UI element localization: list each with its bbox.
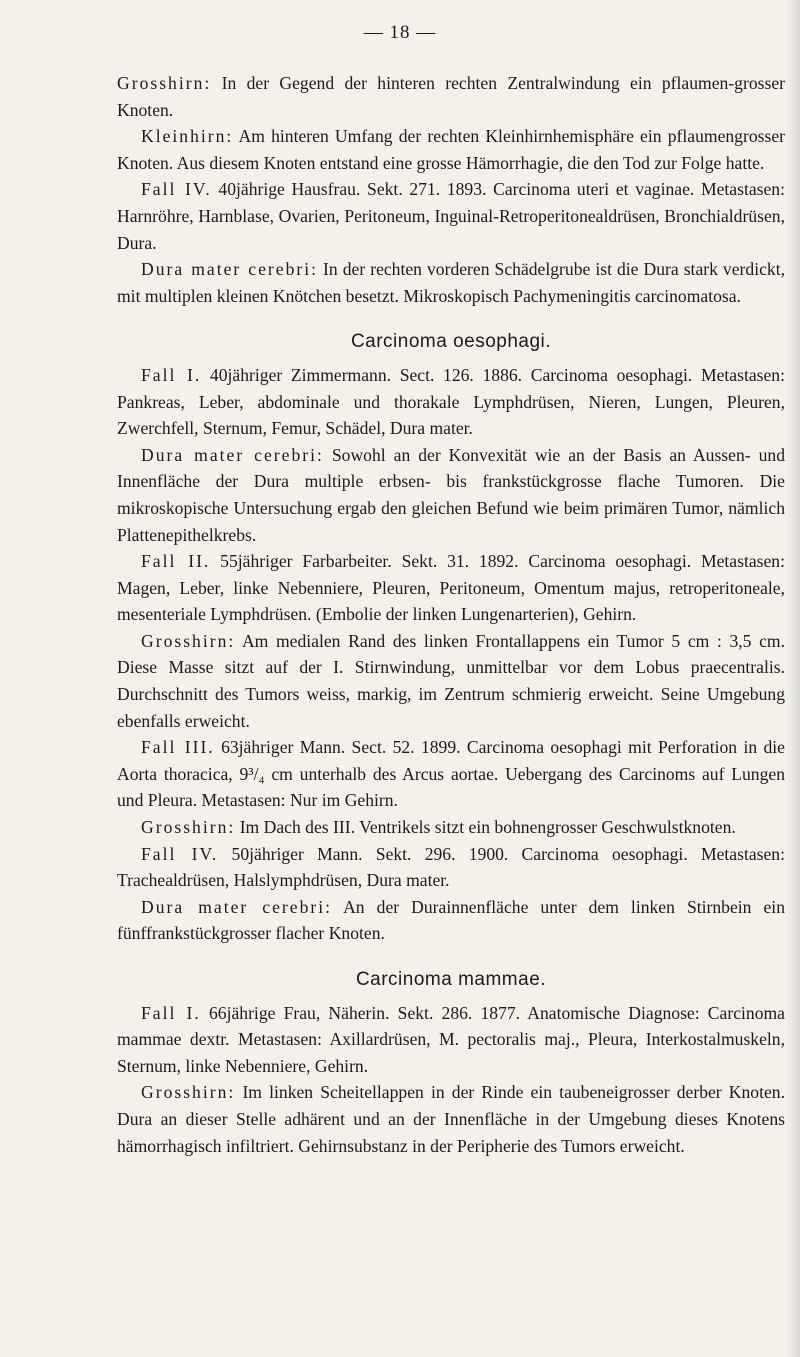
paragraph xyxy=(117,894,785,947)
paragraph-lead: Fall III. xyxy=(141,737,215,758)
paragraph-text: Am hinteren Umfang der rechten Kleinhirnhemisphäre ein pflaumengrosser Knoten. Aus diesem Knoten entstand eine grosse Hämorrhagie, die den Tod zur Folge hatte. xyxy=(117,126,785,173)
paragraph-text: Am medialen Rand des linken Frontallappens ein Tumor 5 cm : 3,5 cm. Diese Masse sitzt auf der I. Stirnwindung, unmittelbar vor dem Lobus praecentralis. Durchschnitt des Tumors weiss, markig, im Zentrum schmierig erweicht. Seine Umgebung ebenfalls erweicht. xyxy=(117,630,785,731)
paragraph xyxy=(117,628,785,734)
paragraph xyxy=(117,256,785,309)
page-number: — 18 — xyxy=(363,22,437,43)
paragraph xyxy=(117,1079,785,1159)
paragraph-text: In der Gegend der hinteren rechten Zentralwindung ein pflaumen-grosser Knoten. xyxy=(117,73,785,120)
section-heading: Carcinoma oesophagi. xyxy=(350,331,552,353)
paragraph-text: An der Durainnenfläche unter dem linken Stirnbein ein fünffrankstückgrosser flacher Knoten. xyxy=(117,896,785,944)
paragraph-text: 40jähriger Zimmermann. Sect. 126. 1886. Carcinoma oesophagi. Metastasen: Pankreas, Leber, abdominale und thorakale Lymphdrüsen, Nieren, Lungen, Pleuren, Zwerchfell, Sternum, Femur, Schädel, Dura mater. xyxy=(117,364,785,439)
paragraph xyxy=(117,442,785,548)
paragraph xyxy=(117,814,785,841)
paragraph-lead: Dura mater cerebri: xyxy=(141,896,333,917)
paragraph-text: 40jährige Hausfrau. Sekt. 271. 1893. Carcinoma uteri et vaginae. Metastasen: Harnröhre, Harnblase, Ovarien, Peritoneum, Inguinal-Retroperitonealdrüsen, Bronchialdrüsen, Dura. xyxy=(117,179,785,253)
paragraph-lead: Fall I. xyxy=(141,1002,201,1023)
paragraph-lead: Dura mater cerebri: xyxy=(141,444,324,465)
paragraph xyxy=(117,70,785,123)
paragraph xyxy=(117,734,785,814)
paragraph-lead: Fall II. xyxy=(141,551,211,572)
page-edge-shadow xyxy=(786,0,800,1357)
section-heading: Carcinoma mammae. xyxy=(355,969,547,990)
paragraph-text: Sowohl an der Konvexität wie an der Basis an Aussen- und Innenfläche der Dura multiple erbsen- bis frankstückgrosse flache Tumoren. Die mikroskopische Untersuchung ergab den gleichen Befund wie beim primären Tumor, nämlich Plattenepithelkrebs. xyxy=(117,444,785,545)
paragraph-lead: Fall IV. xyxy=(141,843,219,864)
paragraph xyxy=(117,123,785,176)
paragraph-text: Im linken Scheitellappen in der Rinde ein taubeneigrosser derber Knoten. Dura an dieser Stelle adhärent und an der Innenfläche in der Umgebung dieses Knotens hämorrhagisch infiltriert. Gehirnsubstanz in der Peripherie des Tumors erweicht. xyxy=(117,1082,785,1156)
paragraph xyxy=(117,176,785,256)
page-body xyxy=(117,70,785,1159)
paragraph-lead: Grosshirn: xyxy=(117,73,212,93)
paragraph-text: 63jähriger Mann. Sect. 52. 1899. Carcinoma oesophagi mit Perforation in die Aorta thoracica, 9³/₄ cm unterhalb des Arcus aortae. Uebergang des Carcinoms auf Lungen und Pleura. Metastasen: Nur im Gehirn. xyxy=(117,737,785,811)
paragraph-lead: Fall IV. xyxy=(141,179,212,200)
paragraph-lead: Grosshirn: xyxy=(141,630,236,651)
paragraph-lead: Grosshirn: xyxy=(141,817,236,838)
paragraph-text: 66jährige Frau, Näherin. Sekt. 286. 1877. Anatomische Diagnose: Carcinoma mammae dextr. Metastasen: Axillardrüsen, M. pectoralis maj., Pleura, Interkostalmuskeln, Sternum, linke Nebenniere, Gehirn. xyxy=(117,1002,785,1076)
paragraph-text: 50jähriger Mann. Sekt. 296. 1900. Carcinoma oesophagi. Metastasen: Trachealdrüsen, Halslymphdrüsen, Dura mater. xyxy=(117,843,785,891)
paragraph xyxy=(117,548,785,628)
paragraph-lead: Dura mater cerebri: xyxy=(141,259,318,280)
paragraph xyxy=(117,841,785,894)
paragraph-text: 55jähriger Farbarbeiter. Sekt. 31. 1892. Carcinoma oesophagi. Metastasen: Magen, Leber, linke Nebenniere, Pleuren, Peritoneum, Omentum majus, retroperitoneale, mesenteriale Lymphdrüsen. (Embolie der linken Lungenarterien), Gehirn. xyxy=(117,551,785,625)
paragraph-text: In der rechten vorderen Schädelgrube ist die Dura stark verdickt, mit multiplen kleinen Knötchen besetzt. Mikroskopisch Pachymeningitis carcinomatosa. xyxy=(117,259,785,306)
paragraph-lead: Grosshirn: xyxy=(141,1082,236,1103)
paragraph xyxy=(117,362,785,442)
paragraph-lead: Fall I. xyxy=(141,364,202,385)
paragraph-text: Im Dach des III. Ventrikels sitzt ein bohnengrosser Geschwulstknoten. xyxy=(235,817,736,838)
paragraph xyxy=(117,1000,785,1080)
paragraph-lead: Kleinhirn: xyxy=(141,126,234,147)
